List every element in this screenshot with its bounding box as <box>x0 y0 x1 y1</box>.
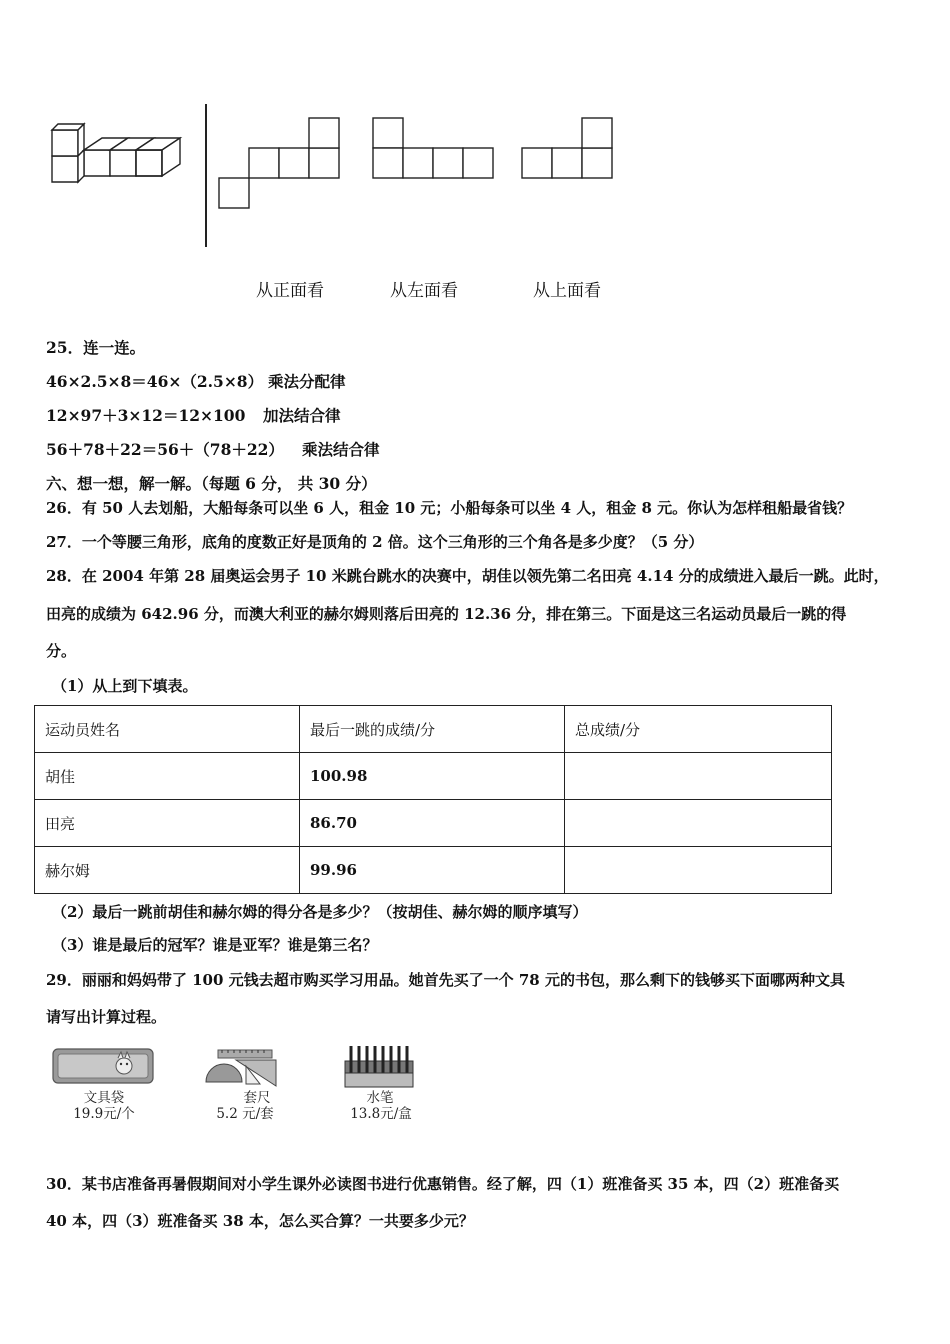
q28-sub-2: （2）最后一跳前胡佳和赫尔姆的得分各是多少？（按胡佳、赫尔姆的顺序填写） <box>52 903 588 921</box>
q25-law-3: 乘法结合律 <box>302 440 380 459</box>
q26-text: 26．有 50 人去划船，大船每条可以坐 6 人，租金 10 元；小船每条可以坐 4 人，租金 8 元。你认为怎样租船最省钱？ <box>46 499 853 517</box>
table-row <box>35 847 832 894</box>
q25-title: 25．连一连。 <box>46 338 146 357</box>
q30-line-1: 30．某书店准备再暑假期间对小学生课外必读图书进行优惠销售。经了解，四（1）班准备买 35 本，四（2）班准备买 <box>46 1175 840 1193</box>
q28-line-1: 28．在 2004 年第 28 届奥运会男子 10 米跳台跳水的决赛中，胡佳以领先第二名田亮 4.14 分的成绩进入最后一跳。此时， <box>46 567 889 585</box>
total-score-cell[interactable] <box>565 753 832 800</box>
q25-expr-1: 46×2.5×8＝46×（2.5×8） <box>46 372 264 391</box>
pencil-case-name: 文具袋 <box>83 1090 125 1106</box>
q29-line-1: 29．丽丽和妈妈带了 100 元钱去超市购买学习用品。她首先买了一个 78 元的书包，那么剩下的钱够买下面哪两种文具 <box>46 971 845 989</box>
table-header: 最后一跳的成绩/分 <box>300 706 565 753</box>
left-view-figure <box>372 117 496 181</box>
q28-line-3: 分。 <box>46 642 77 660</box>
q28-line-2: 田亮的成绩为 642.96 分，而澳大利亚的赫尔姆则落后田亮的 12.36 分，排在第三。下面是这三名运动员最后一跳的得 <box>46 605 847 623</box>
last-jump-score: 86.70 <box>300 800 565 847</box>
q25-expr-2: 12×97＋3×12＝12×100 <box>46 406 246 425</box>
q28-sub-1: （1）从上到下填表。 <box>52 677 198 695</box>
athlete-name: 赫尔姆 <box>35 847 300 894</box>
q29-line-2: 请写出计算过程。 <box>46 1008 167 1026</box>
ruler-set-name: 套尺 <box>243 1090 271 1106</box>
front-view-label: 从正面看 <box>256 281 324 301</box>
q25-law-1: 乘法分配律 <box>268 372 346 391</box>
score-table <box>34 705 832 894</box>
last-jump-score: 99.96 <box>300 847 565 894</box>
athlete-name: 田亮 <box>35 800 300 847</box>
last-jump-score: 100.98 <box>300 753 565 800</box>
total-score-cell[interactable] <box>565 847 832 894</box>
q27-text: 27．一个等腰三角形，底角的度数正好是顶角的 2 倍。这个三角形的三个角各是多少度？（5 分） <box>46 533 704 551</box>
table-header: 总成绩/分 <box>565 706 832 753</box>
section6-heading: 六、想一想，解一解。（每题 6 分， 共 30 分） <box>46 474 377 493</box>
table-row <box>35 753 832 800</box>
front-view-figure <box>218 117 340 211</box>
pencil-case-image <box>52 1046 156 1086</box>
divider-line <box>205 104 207 247</box>
ruler-set-image <box>200 1044 300 1088</box>
top-view-label: 从上面看 <box>533 281 601 301</box>
ruler-set-price: 5.2 元/套 <box>216 1106 274 1122</box>
table-header-row <box>35 706 832 753</box>
q25-expr-3: 56＋78＋22＝56＋（78＋22） <box>46 440 284 459</box>
left-view-label: 从左面看 <box>390 281 458 301</box>
athlete-name: 胡佳 <box>35 753 300 800</box>
pencil-case-price: 19.9元/个 <box>73 1106 135 1122</box>
pens-box-name: 水笔 <box>366 1090 394 1106</box>
q25-law-2: 加法结合律 <box>263 406 341 425</box>
pens-box-image <box>343 1043 415 1089</box>
q30-line-2: 40 本，四（3）班准备买 38 本，怎么买合算？一共要多少元？ <box>46 1212 474 1230</box>
table-header: 运动员姓名 <box>35 706 300 753</box>
pens-box-price: 13.8元/盒 <box>350 1106 412 1122</box>
total-score-cell[interactable] <box>565 800 832 847</box>
top-view-figure <box>521 117 615 181</box>
table-row <box>35 800 832 847</box>
q28-sub-3: （3）谁是最后的冠军？谁是亚军？谁是第三名？ <box>52 936 378 954</box>
cube-figure <box>44 100 194 220</box>
